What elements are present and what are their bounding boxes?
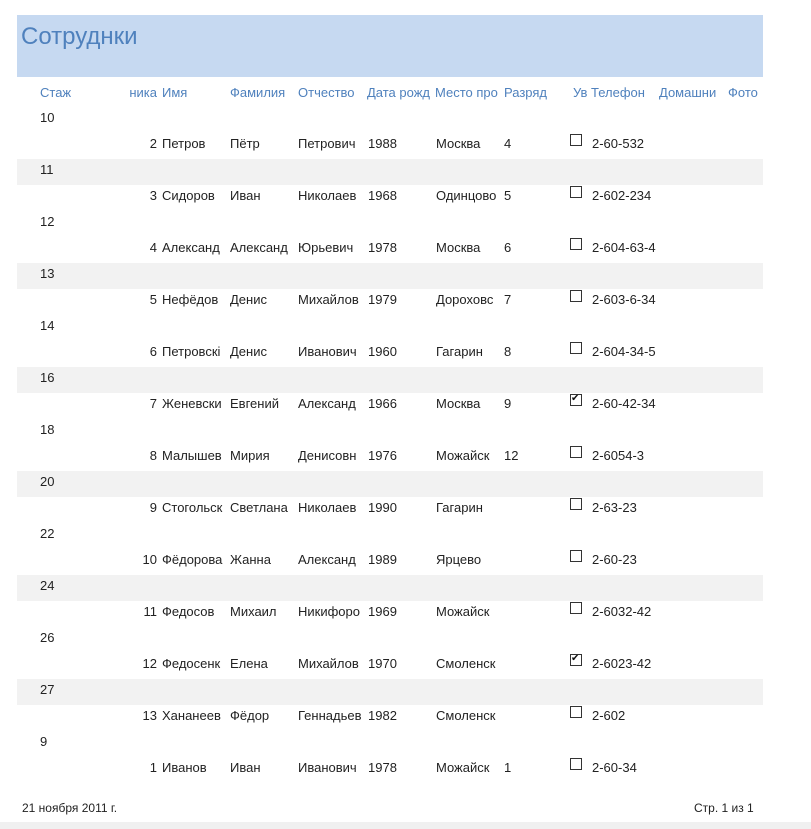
cell-number: 13 <box>142 708 157 723</box>
cell-familiya: Михаил <box>230 604 277 619</box>
header-uv: Ув <box>573 85 588 100</box>
cell-number: 8 <box>149 448 157 463</box>
report <box>17 15 763 775</box>
header-telefon: Телефон <box>591 85 645 100</box>
cell-mesto: Смоленск <box>436 708 496 723</box>
group-header-stazh <box>17 315 763 341</box>
header-stazh: Стаж <box>40 85 72 100</box>
cell-mesto: Дороховс <box>436 292 494 307</box>
footer-page-number: Стр. 1 из 1 <box>694 801 754 815</box>
cell-imya: Нефёдов <box>162 292 219 307</box>
cell-telefon: 2-6032-42 <box>592 604 652 619</box>
uv-checkbox[interactable] <box>570 758 582 770</box>
cell-familiya: Мирия <box>230 448 270 463</box>
cell-telefon: 2-604-63-4 <box>592 240 656 255</box>
uv-checkbox[interactable] <box>570 342 582 354</box>
uv-checkbox[interactable] <box>570 238 582 250</box>
cell-otchestvo: Михайлов <box>298 292 359 307</box>
header-imya: Имя <box>162 85 188 100</box>
cell-imya: Иванов <box>162 760 207 775</box>
cell-otchestvo: Иванович <box>298 760 357 775</box>
uv-checkbox[interactable] <box>570 498 582 510</box>
cell-razryad: 9 <box>504 396 512 411</box>
cell-number: 9 <box>149 500 157 515</box>
bottom-strip <box>0 822 811 829</box>
uv-checkbox[interactable] <box>570 550 582 562</box>
header-mesto: Место про <box>435 85 498 100</box>
cell-mesto: Смоленск <box>436 656 496 671</box>
uv-checkbox[interactable] <box>570 394 582 406</box>
cell-imya: Фёдорова <box>162 552 223 567</box>
group-stazh-value: 10 <box>40 110 55 125</box>
group-header-stazh <box>17 679 763 705</box>
cell-familiya: Фёдор <box>230 708 270 723</box>
cell-imya: Федосов <box>162 604 215 619</box>
group-stazh-value: 20 <box>40 474 55 489</box>
cell-data: 1988 <box>368 136 397 151</box>
group-stazh-value: 27 <box>40 682 55 697</box>
cell-familiya: Александ <box>230 240 288 255</box>
cell-razryad: 5 <box>504 188 512 203</box>
group-header-stazh <box>17 211 763 237</box>
uv-checkbox[interactable] <box>570 446 582 458</box>
header-familiya: Фамилия <box>230 85 286 100</box>
cell-imya: Петровскі <box>162 344 221 359</box>
header-data: Дата рожд <box>367 85 430 100</box>
cell-otchestvo: Александ <box>298 396 356 411</box>
cell-imya: Стогольск <box>162 500 223 515</box>
cell-razryad: 12 <box>504 448 519 463</box>
cell-telefon: 2-63-23 <box>592 500 637 515</box>
cell-telefon: 2-6023-42 <box>592 656 652 671</box>
group-header-stazh <box>17 263 763 289</box>
column-headers <box>17 85 763 101</box>
cell-mesto: Ярцево <box>436 552 482 567</box>
cell-data: 1989 <box>368 552 397 567</box>
group-header-stazh <box>17 471 763 497</box>
cell-number: 4 <box>149 240 157 255</box>
cell-otchestvo: Денисовн <box>298 448 357 463</box>
cell-data: 1960 <box>368 344 397 359</box>
cell-familiya: Пётр <box>230 136 260 151</box>
cell-telefon: 2-602-234 <box>592 188 652 203</box>
group-header-stazh <box>17 107 763 133</box>
cell-data: 1979 <box>368 292 397 307</box>
cell-familiya: Иван <box>230 760 261 775</box>
cell-familiya: Евгений <box>230 396 279 411</box>
cell-mesto: Гагарин <box>436 500 483 515</box>
header-nomer: ника <box>129 85 157 100</box>
report-header <box>17 15 763 77</box>
report-title: Сотруднки <box>21 23 138 50</box>
cell-otchestvo: Геннадьев <box>298 708 362 723</box>
cell-familiya: Жанна <box>230 552 271 567</box>
cell-number: 2 <box>149 136 157 151</box>
cell-mesto: Можайск <box>436 448 490 463</box>
cell-familiya: Денис <box>230 292 267 307</box>
cell-otchestvo: Николаев <box>298 188 357 203</box>
cell-telefon: 2-602 <box>592 708 626 723</box>
group-stazh-value: 13 <box>40 266 55 281</box>
cell-razryad: 8 <box>504 344 512 359</box>
cell-otchestvo: Никифоро <box>298 604 360 619</box>
group-header-stazh <box>17 419 763 445</box>
cell-telefon: 2-60-532 <box>592 136 645 151</box>
cell-number: 7 <box>149 396 157 411</box>
uv-checkbox[interactable] <box>570 706 582 718</box>
cell-mesto: Одинцово <box>436 188 497 203</box>
cell-imya: Хананеев <box>162 708 221 723</box>
cell-otchestvo: Юрьевич <box>298 240 354 255</box>
cell-data: 1968 <box>368 188 397 203</box>
group-stazh-value: 18 <box>40 422 55 437</box>
cell-number: 12 <box>142 656 157 671</box>
header-razryad: Разряд <box>504 85 547 100</box>
cell-data: 1970 <box>368 656 397 671</box>
cell-telefon: 2-60-23 <box>592 552 637 567</box>
group-stazh-value: 9 <box>40 734 48 749</box>
cell-data: 1982 <box>368 708 397 723</box>
cell-data: 1969 <box>368 604 397 619</box>
cell-number: 6 <box>149 344 157 359</box>
cell-razryad: 1 <box>504 760 512 775</box>
group-stazh-value: 24 <box>40 578 55 593</box>
cell-telefon: 2-6054-3 <box>592 448 645 463</box>
cell-imya: Александ <box>162 240 220 255</box>
cell-telefon: 2-603-6-34 <box>592 292 656 307</box>
cell-otchestvo: Михайлов <box>298 656 359 671</box>
cell-number: 11 <box>143 604 157 619</box>
cell-telefon: 2-60-34 <box>592 760 637 775</box>
cell-imya: Петров <box>162 136 206 151</box>
cell-familiya: Елена <box>230 656 268 671</box>
cell-imya: Малышев <box>162 448 222 463</box>
group-header-stazh <box>17 575 763 601</box>
cell-number: 3 <box>149 188 157 203</box>
cell-imya: Федосенк <box>162 656 221 671</box>
group-header-stazh <box>17 731 763 757</box>
cell-razryad: 6 <box>504 240 512 255</box>
cell-telefon: 2-604-34-5 <box>592 344 656 359</box>
cell-razryad: 7 <box>504 292 512 307</box>
cell-familiya: Светлана <box>230 500 288 515</box>
cell-data: 1978 <box>368 760 397 775</box>
cell-number: 5 <box>149 292 157 307</box>
cell-mesto: Можайск <box>436 760 490 775</box>
cell-otchestvo: Петрович <box>298 136 356 151</box>
cell-data: 1976 <box>368 448 397 463</box>
cell-familiya: Иван <box>230 188 261 203</box>
cell-mesto: Москва <box>436 240 481 255</box>
cell-otchestvo: Николаев <box>298 500 357 515</box>
group-header-stazh <box>17 523 763 549</box>
cell-mesto: Гагарин <box>436 344 483 359</box>
group-stazh-value: 26 <box>40 630 55 645</box>
group-stazh-value: 16 <box>40 370 55 385</box>
uv-checkbox[interactable] <box>570 186 582 198</box>
cell-data: 1966 <box>368 396 397 411</box>
cell-otchestvo: Александ <box>298 552 356 567</box>
cell-number: 10 <box>142 552 157 567</box>
cell-mesto: Можайск <box>436 604 490 619</box>
footer-date: 21 ноября 2011 г. <box>22 801 118 815</box>
cell-imya: Сидоров <box>162 188 215 203</box>
group-header-stazh <box>17 627 763 653</box>
uv-checkbox[interactable] <box>570 602 582 614</box>
cell-mesto: Москва <box>436 136 481 151</box>
group-stazh-value: 22 <box>40 526 55 541</box>
cell-number: 1 <box>149 760 157 775</box>
cell-familiya: Денис <box>230 344 267 359</box>
cell-mesto: Москва <box>436 396 481 411</box>
group-header-stazh <box>17 159 763 185</box>
header-otchestvo: Отчество <box>298 85 355 100</box>
uv-checkbox[interactable] <box>570 290 582 302</box>
group-stazh-value: 14 <box>40 318 55 333</box>
cell-data: 1990 <box>368 500 397 515</box>
group-stazh-value: 11 <box>40 162 54 177</box>
header-domashniy: Домашни <box>659 85 717 100</box>
header-foto: Фото <box>728 85 758 100</box>
cell-otchestvo: Иванович <box>298 344 357 359</box>
cell-imya: Женевски <box>162 396 222 411</box>
group-stazh-value: 12 <box>40 214 55 229</box>
cell-telefon: 2-60-42-34 <box>592 396 656 411</box>
cell-razryad: 4 <box>504 136 512 151</box>
cell-data: 1978 <box>368 240 397 255</box>
uv-checkbox[interactable] <box>570 134 582 146</box>
uv-checkbox[interactable] <box>570 654 582 666</box>
group-header-stazh <box>17 367 763 393</box>
